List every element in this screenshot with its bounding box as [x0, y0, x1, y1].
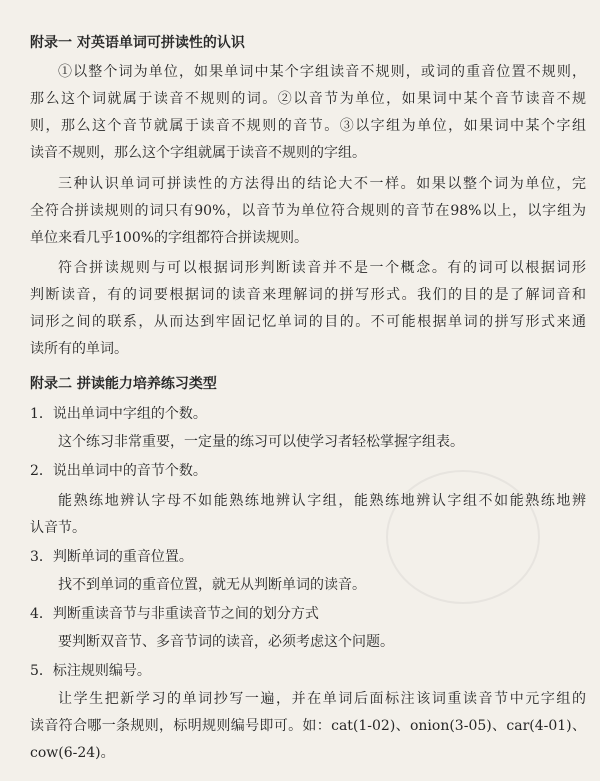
exercise-heading: 1．说出单词中字组的个数。 — [30, 406, 207, 422]
exercise-description: 读音符合哪一条规则，标明规则编号即可。如：cat(1-02)、onion(3-05)、car(4-01)、 — [30, 718, 586, 734]
appendix1-p3-line: 符合拼读规则与可以根据词形判断读音并不是一个概念。有的词可以根据词形 — [58, 260, 586, 276]
exercise-description: 认音节。 — [30, 520, 86, 536]
appendix1-p1-line: 那么这个词就属于读音不规则的词。②以音节为单位，如果词中某个音节读音不规 — [30, 91, 586, 107]
appendix1-p1-line: 则，那么这个音节就属于读音不规则的音节。③以字组为单位，如果词中某个字组 — [30, 118, 586, 134]
exercise-description: 让学生把新学习的单词抄写一遍，并在单词后面标注该词重读音节中元字组的 — [58, 691, 586, 707]
exercise-description: 要判断双音节、多音节词的读音，必须考虑这个问题。 — [58, 634, 394, 650]
appendix1-p3-line: 读所有的单词。 — [30, 341, 128, 357]
appendix1-p2-line: 单位来看几乎100%的字组都符合拼读规则。 — [30, 230, 309, 246]
appendix2-title: 附录二 拼读能力培养练习类型 — [30, 376, 217, 392]
exercise-description: 这个练习非常重要，一定量的练习可以使学习者轻松掌握字组表。 — [58, 434, 464, 450]
appendix1-p2-line: 全符合拼读规则的词只有90%，以音节为单位符合规则的音节在98%以上，以字组为 — [30, 203, 586, 219]
exercise-heading: 5．标注规则编号。 — [30, 663, 151, 679]
appendix1-p1-line: 读音不规则，那么这个字组就属于读音不规则的字组。 — [30, 145, 366, 161]
exercise-description: 能熟练地辨认字母不如能熟练地辨认字组，能熟练地辨认字组不如能熟练地辨 — [58, 493, 586, 509]
appendix1-p1-line: ①以整个词为单位，如果单词中某个字组读音不规则，或词的重音位置不规则， — [58, 64, 586, 80]
appendix1-p3-line: 判断读音，有的词要根据词的读音来理解词的拼写形式。我们的目的是了解词音和 — [30, 287, 586, 303]
exercise-description: cow(6-24)。 — [30, 745, 115, 761]
exercise-heading: 4．判断重读音节与非重读音节之间的划分方式 — [30, 606, 319, 622]
appendix1-p3-line: 词形之间的联系，从而达到牢固记忆单词的目的。不可能根据单词的拼写形式来通 — [30, 314, 586, 330]
exercise-heading: 3．判断单词的重音位置。 — [30, 549, 193, 565]
appendix1-p2-line: 三种认识单词可拼读性的方法得出的结论大不一样。如果以整个词为单位，完 — [58, 176, 586, 192]
exercise-description: 找不到单词的重音位置，就无从判断单词的读音。 — [58, 577, 366, 593]
appendix1-title: 附录一 对英语单词可拼读性的认识 — [30, 35, 245, 51]
exercise-heading: 2．说出单词中的音节个数。 — [30, 463, 207, 479]
